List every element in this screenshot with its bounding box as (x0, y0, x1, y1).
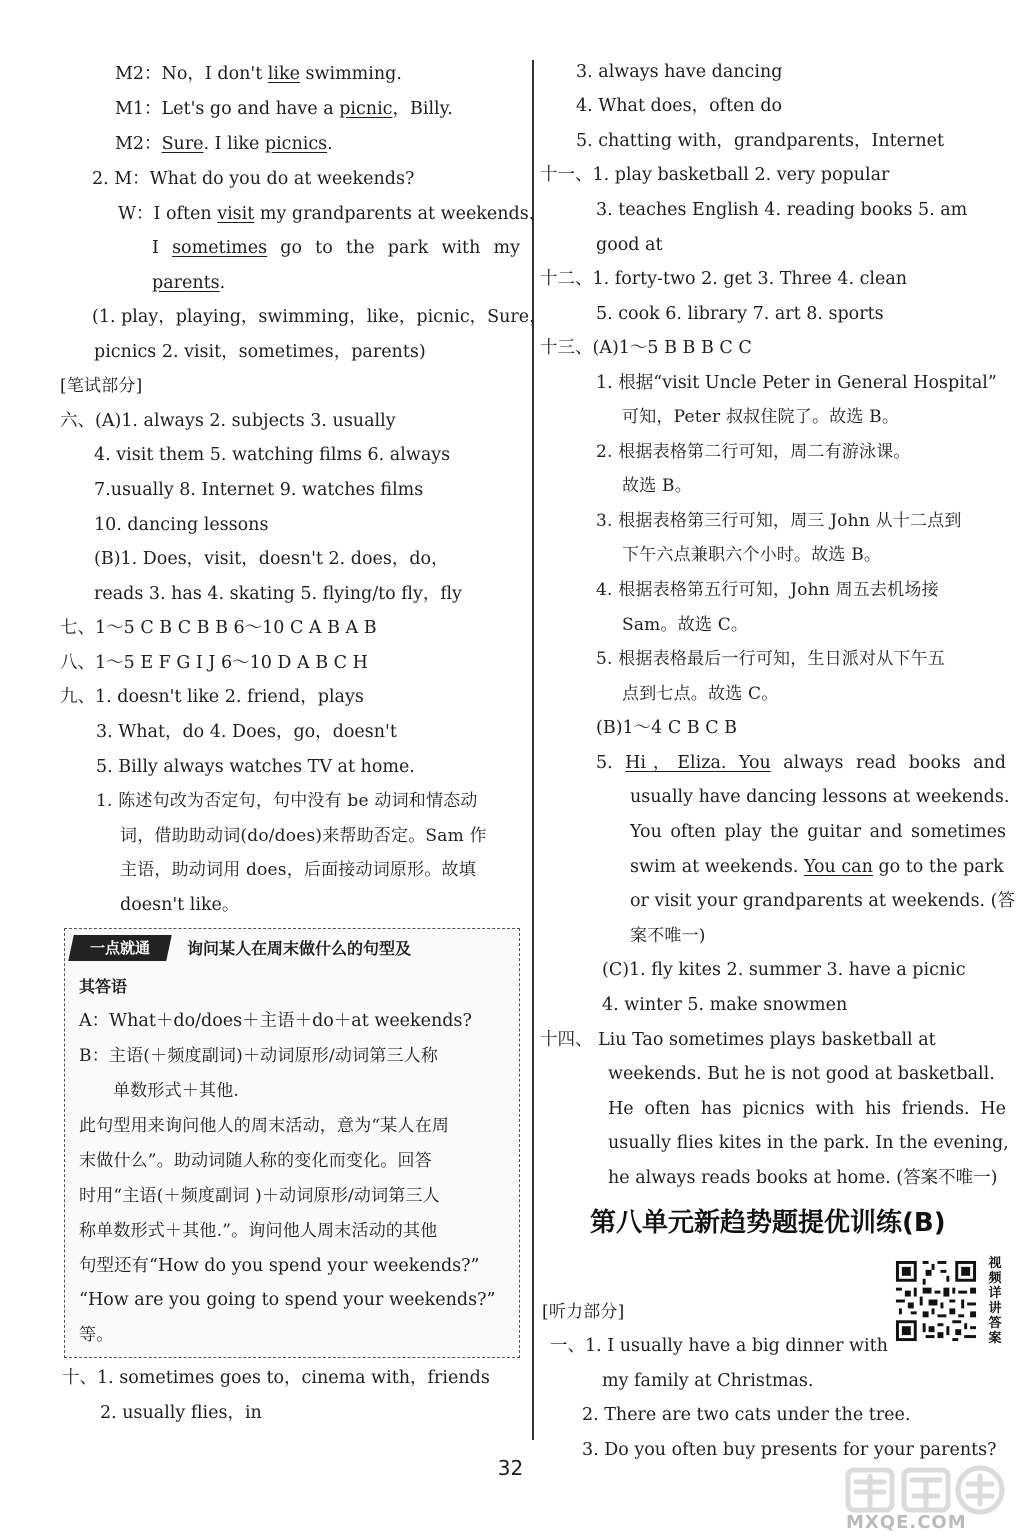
right-line-26: 案不唯一) (630, 926, 706, 946)
right-line-8: 5. cook 6. library 7. art 8. sports (596, 304, 884, 324)
right-line-37: 2. There are two cats under the tree. (582, 1405, 911, 1425)
right-line-13: 故选 B。 (622, 476, 692, 496)
left-line-27: 2. usually flies，in (100, 1403, 262, 1423)
tip-box (64, 928, 520, 1358)
left-line-24: 主语，助动词用 does，后面接动词原形。故填 (120, 860, 476, 880)
left-line-13: 7.usually 8. Internet 9. watches films (94, 480, 424, 500)
left-line-8: (1. play，playing，swimming，like，picnic，Sure， (92, 307, 547, 327)
left-line-17: 七、1～5 C B C B B 6～10 C A B A B (60, 618, 377, 638)
right-line-32: usually flies kites in the park. In the evening, (608, 1133, 1009, 1153)
tip-line-p7: 等。 (79, 1325, 114, 1345)
left-line-6: I sometimes go to the park with my (152, 238, 520, 258)
section-title: 第八单元新趋势题提优训练(B) (590, 1208, 946, 1238)
right-line-17: Sam。故选 C。 (622, 615, 749, 635)
right-line-30: weekends. But he is not good at basketball. (608, 1064, 995, 1084)
left-line-20: 3. What，do 4. Does，go，doesn't (96, 722, 397, 742)
left-line-18: 八、1～5 E F G I J 6～10 D A B C H (60, 653, 368, 673)
left-line-11: 六、(A)1. always 2. subjects 3. usually (60, 411, 396, 431)
left-line-25: doesn't like。 (120, 895, 240, 915)
right-line-33: he always reads books at home. (答案不唯一) (608, 1168, 998, 1188)
right-line-22: usually have dancing lessons at weekends. (630, 787, 1010, 807)
tip-line-p2: 末做什么”。助动词随人称的变化而变化。回答 (79, 1151, 432, 1171)
right-line-38: 3. Do you often buy presents for your parents? (582, 1440, 997, 1460)
right-line-12: 2. 根据表格第二行可知，周二有游泳课。 (596, 442, 911, 462)
right-line-28: 4. winter 5. make snowmen (602, 995, 848, 1015)
watermark-url: MXQE.COM (846, 1512, 967, 1533)
right-line-18: 5. 根据表格最后一行可知，生日派对从下午五 (596, 649, 946, 669)
tip-title-2: 其答语 (79, 977, 128, 996)
right-line-25: or visit your grandparents at weekends. (答 (630, 891, 1016, 911)
tip-line-b2: 单数形式＋其他. (113, 1081, 240, 1101)
right-line-35: 一、1. I usually have a big dinner with (550, 1336, 888, 1356)
tip-badge: 一点就通 (68, 935, 172, 961)
left-line-26: 十、1. sometimes goes to，cinema with，friends (62, 1368, 490, 1388)
right-line-7: 十二、1. forty-two 2. get 3. Three 4. clean (540, 269, 908, 289)
right-line-23: You often play the guitar and sometimes (630, 822, 1006, 842)
left-line-7: parents. (152, 273, 226, 293)
right-line-14: 3. 根据表格第三行可知，周三 John 从十二点到 (596, 511, 962, 531)
left-line-16: reads 3. has 4. skating 5. flying/to fly，fly (94, 584, 462, 604)
right-line-1: 3. always have dancing (576, 62, 783, 82)
left-line-21: 5. Billy always watches TV at home. (96, 757, 415, 777)
right-line-15: 下午六点兼职六个小时。故选 B。 (622, 545, 882, 565)
left-line-23: 词，借助助动词(do/does)来帮助否定。Sam 作 (120, 826, 487, 846)
left-line-19: 九、1. doesn't like 2. friend，plays (60, 687, 364, 707)
listening-section-label: [听力部分] (542, 1302, 625, 1322)
left-line-14: 10. dancing lessons (94, 515, 269, 535)
left-line-3: M2：Sure. I like picnics. (115, 134, 333, 154)
qr-code-icon[interactable] (893, 1258, 979, 1344)
right-line-19: 点到七点。故选 C。 (622, 684, 779, 704)
right-line-5: 3. teaches English 4. reading books 5. am (596, 200, 968, 220)
tip-line-p5: 句型还有“How do you spend your weekends?” (79, 1256, 480, 1276)
tip-line-p3: 时用“主语(＋频度副词 )＋动词原形/动词第三人 (79, 1186, 440, 1206)
left-line-5: W：I often visit my grandparents at weekends. (118, 204, 535, 224)
left-line-2: M1：Let's go and have a picnic，Billy. (115, 99, 453, 119)
right-line-24: swim at weekends. You can go to the park (630, 857, 1004, 877)
column-divider (532, 60, 534, 1440)
right-line-3: 5. chatting with，grandparents，Internet (576, 131, 945, 151)
left-line-4: 2. M：What do you do at weekends? (92, 169, 415, 189)
qr-caption: 视频详讲答案 (988, 1256, 1002, 1346)
right-line-11: 可知，Peter 叔叔住院了。故选 B。 (622, 407, 900, 427)
tip-line-p6: “How are you going to spend your weekends?” (79, 1290, 496, 1310)
right-line-6: good at (596, 235, 663, 255)
tip-title-1: 询问某人在周末做什么的句型及 (187, 939, 412, 958)
right-line-16: 4. 根据表格第五行可知，John 周五去机场接 (596, 580, 939, 600)
left-line-15: (B)1. Does，visit，doesn't 2. does，do， (94, 549, 449, 569)
left-line-1: M2：No，I don't like swimming. (115, 64, 402, 84)
right-line-29: 十四、 Liu Tao sometimes plays basketball at (540, 1030, 936, 1050)
right-line-31: He often has picnics with his friends. He (608, 1099, 1006, 1119)
tip-line-p1: 此句型用来询问他人的周末活动，意为“某人在周 (79, 1116, 450, 1136)
right-line-10: 1. 根据“visit Uncle Peter in General Hospital” (596, 373, 997, 393)
tip-line-p4: 称单数形式＋其他.”。询问他人周末活动的其他 (79, 1221, 438, 1241)
right-line-27: (C)1. fly kites 2. summer 3. have a picnic (602, 960, 966, 980)
tip-line-b1: B：主语(＋频度副词)＋动词原形/动词第三人称 (79, 1046, 439, 1066)
right-line-36: my family at Christmas. (602, 1371, 814, 1391)
left-line-22: 1. 陈述句改为否定句，句中没有 be 动词和情态动 (96, 791, 478, 811)
right-line-9: 十三、(A)1～5 B B B C C (540, 338, 752, 358)
left-line-9: picnics 2. visit，sometimes，parents) (94, 342, 426, 362)
page-number: 32 (497, 1456, 524, 1480)
left-line-12: 4. visit them 5. watching films 6. always (94, 445, 451, 465)
right-line-4: 十一、1. play basketball 2. very popular (540, 165, 890, 185)
tip-line-a: A：What＋do/does＋主语＋do＋at weekends? (79, 1011, 472, 1031)
written-section-label: [笔试部分] (60, 376, 143, 396)
right-line-21: 5. Hi，Eliza. You always read books and (596, 753, 1006, 773)
right-line-20: (B)1～4 C B C B (596, 718, 738, 738)
right-line-2: 4. What does，often do (576, 96, 783, 116)
